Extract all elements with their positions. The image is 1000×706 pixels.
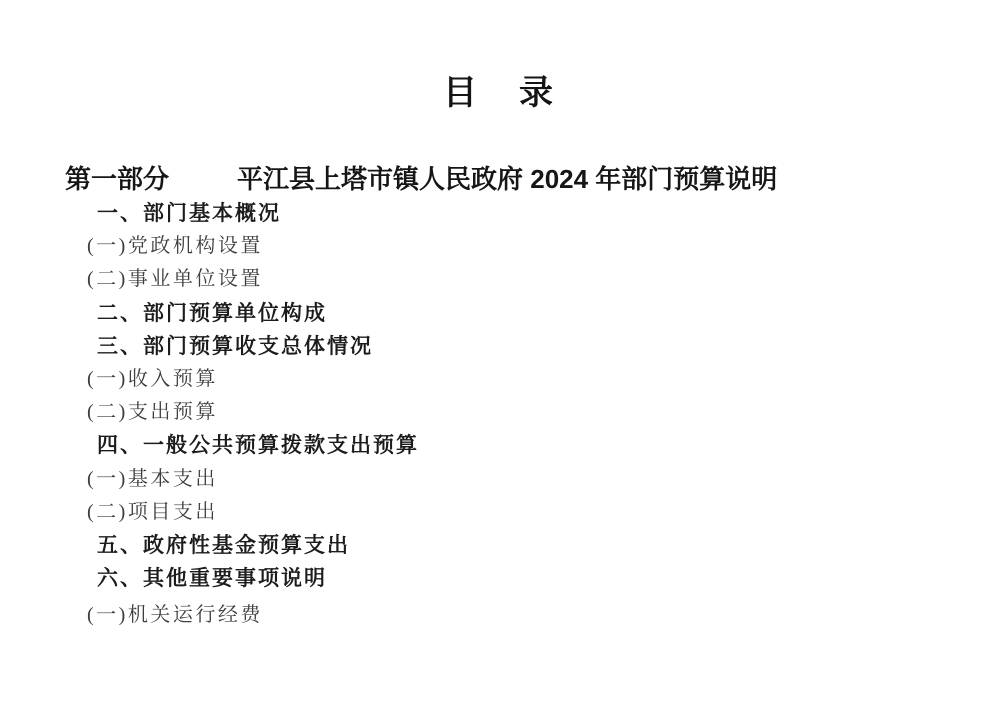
toc-entry: (一)党政机构设置 bbox=[87, 235, 263, 258]
toc-entry: 二、部门预算单位构成 bbox=[97, 300, 327, 325]
part-heading-label: 第一部分 bbox=[65, 164, 170, 194]
part-heading bbox=[65, 163, 777, 195]
toc-entry: (二)支出预算 bbox=[87, 401, 218, 424]
toc-entry: 五、政府性基金预算支出 bbox=[97, 532, 350, 557]
toc-list bbox=[0, 197, 1000, 632]
toc-entry: (一)收入预算 bbox=[87, 367, 218, 390]
toc-entry: 一、部门基本概况 bbox=[97, 201, 281, 225]
toc-entry: (一)基本支出 bbox=[87, 467, 218, 490]
toc-entry: (二)项目支出 bbox=[87, 500, 218, 523]
toc-entry: 四、一般公共预算拨款支出预算 bbox=[97, 433, 419, 458]
page-title: 目 录 bbox=[443, 74, 557, 112]
toc-entry: (一)机关运行经费 bbox=[87, 604, 263, 627]
toc-entry: 三、部门预算收支总体情况 bbox=[97, 333, 373, 358]
toc-entry: (二)事业单位设置 bbox=[87, 268, 263, 291]
toc-entry: 六、其他重要事项说明 bbox=[97, 566, 327, 591]
part-heading-title: 平江县上塔市镇人民政府 2024 年部门预算说明 bbox=[237, 164, 778, 194]
